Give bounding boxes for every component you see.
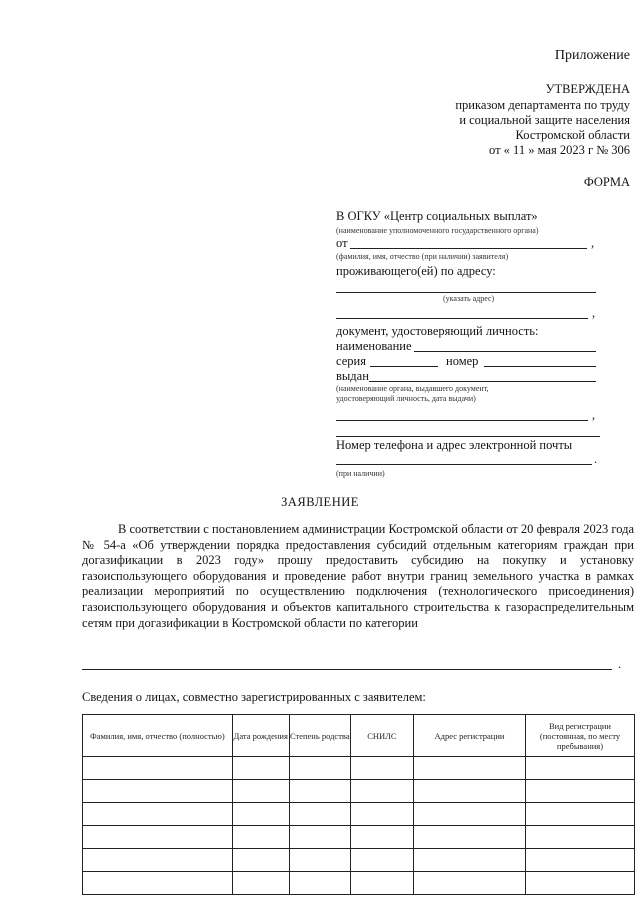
applicant-name-line[interactable] (350, 248, 587, 249)
series-label: серия (336, 354, 366, 368)
table-cell[interactable] (525, 872, 634, 895)
category-line[interactable] (82, 669, 612, 670)
paragraph-end: . (618, 657, 622, 671)
doc-name-label: наименование (336, 339, 412, 353)
table-row (83, 826, 635, 849)
phone-end: . (594, 452, 598, 466)
table-cell[interactable] (413, 780, 525, 803)
doc-name-line[interactable] (414, 351, 596, 352)
table-cell[interactable] (350, 803, 413, 826)
table-cell[interactable] (350, 849, 413, 872)
table-cell[interactable] (350, 757, 413, 780)
table-cell[interactable] (232, 757, 289, 780)
approved-label: УТВЕРЖДЕНА (545, 82, 630, 96)
address-line-2[interactable] (336, 318, 588, 319)
residing-label: проживающего(ей) по адресу: (336, 264, 496, 278)
order-line-1: приказом департамента по труду (455, 98, 630, 112)
addressee-org: В ОГКУ «Центр социальных выплат» (336, 209, 538, 223)
id-doc-label: документ, удостоверяющий личность: (336, 324, 539, 338)
table-cell[interactable] (232, 849, 289, 872)
table-row (83, 803, 635, 826)
table-cell[interactable] (525, 780, 634, 803)
table-cell[interactable] (232, 780, 289, 803)
table-cell[interactable] (350, 872, 413, 895)
table-cell[interactable] (289, 780, 350, 803)
table-cell[interactable] (232, 803, 289, 826)
from-comma: , (591, 236, 595, 250)
appendix-label: Приложение (554, 48, 630, 63)
issued-hint-1: (наименование органа, выдавшего документ, (336, 384, 489, 393)
cohabitants-table (82, 714, 635, 895)
table-cell[interactable] (289, 872, 350, 895)
table-cell[interactable] (525, 757, 634, 780)
table-cell[interactable] (289, 803, 350, 826)
separator-line (336, 436, 600, 437)
number-label: номер (446, 354, 479, 368)
number-line[interactable] (484, 366, 596, 367)
table-cell[interactable] (413, 872, 525, 895)
form-label: ФОРМА (583, 175, 630, 189)
address-hint: (указать адрес) (443, 294, 495, 303)
table-row (83, 780, 635, 803)
table-cell[interactable] (525, 849, 634, 872)
table-cell[interactable] (83, 803, 233, 826)
cohabitants-label: Сведения о лицах, совместно зарегистрированных с заявителем: (82, 690, 426, 704)
table-cell[interactable] (413, 849, 525, 872)
table-cell[interactable] (83, 757, 233, 780)
table-cell[interactable] (350, 780, 413, 803)
application-paragraph: В соответствии с постановлением администрации Костромской области от 20 февраля 2023 года № 54-а «Об утверждении порядка предоставления субсидий отдельным категориям граждан при догазификации в 2023 году» прошу предоставить субсидию на покупку и установку газоиспользующего оборудования и проведение работ внутри границ земельного участка в рамках реализации мероприятий по осуществлению подключения (технологического присоединения) газоиспользующего оборудования и объектов капитального строительства к газораспределительным сетям при догазификации в Костромской области по категории (82, 522, 634, 630)
table-cell[interactable] (83, 826, 233, 849)
phone-email-label: Номер телефона и адрес электронной почты (336, 438, 573, 452)
issued-line[interactable] (369, 381, 596, 382)
table-cell[interactable] (83, 849, 233, 872)
table-row (83, 849, 635, 872)
order-line-2: и социальной защите населения (459, 113, 630, 127)
issued-line-2[interactable] (336, 420, 588, 421)
phone-email-line[interactable] (336, 464, 592, 465)
table-cell[interactable] (289, 826, 350, 849)
address-line-1[interactable] (336, 292, 596, 293)
table-row (83, 872, 635, 895)
header-registration-type: Вид регистрации (постоянная, по месту пребывания) (525, 715, 634, 757)
header-full-name: Фамилия, имя, отчество (полностью) (83, 715, 233, 757)
table-cell[interactable] (289, 849, 350, 872)
table-cell[interactable] (83, 780, 233, 803)
from-hint: (фамилия, имя, отчество (при наличии) заявителя) (336, 252, 509, 261)
addressee-org-hint: (наименование уполномоченного государственного органа) (336, 226, 539, 235)
table-cell[interactable] (232, 872, 289, 895)
table-cell[interactable] (413, 803, 525, 826)
series-line[interactable] (370, 366, 438, 367)
table-row (83, 757, 635, 780)
table-cell[interactable] (525, 826, 634, 849)
table-cell[interactable] (289, 757, 350, 780)
header-registration-address: Адрес регистрации (413, 715, 525, 757)
table-cell[interactable] (525, 803, 634, 826)
from-label: от (336, 236, 348, 250)
header-relation: Степень родства (289, 715, 350, 757)
table-cell[interactable] (83, 872, 233, 895)
document-title: ЗАЯВЛЕНИЕ (281, 495, 359, 509)
table-cell[interactable] (232, 826, 289, 849)
order-line-3: Костромской области (515, 128, 630, 142)
header-birth-date: Дата рождения (232, 715, 289, 757)
issued-label: выдан (336, 369, 369, 383)
phone-hint: (при наличии) (336, 469, 385, 478)
table-cell[interactable] (413, 757, 525, 780)
issued-hint-2: удостоверяющий личность, дата выдачи) (336, 394, 476, 403)
issued-comma: , (592, 408, 596, 422)
header-snils: СНИЛС (350, 715, 413, 757)
order-line-4: от « 11 » мая 2023 г № 306 (488, 143, 630, 157)
address-comma: , (592, 306, 596, 320)
table-cell[interactable] (350, 826, 413, 849)
table-cell[interactable] (413, 826, 525, 849)
